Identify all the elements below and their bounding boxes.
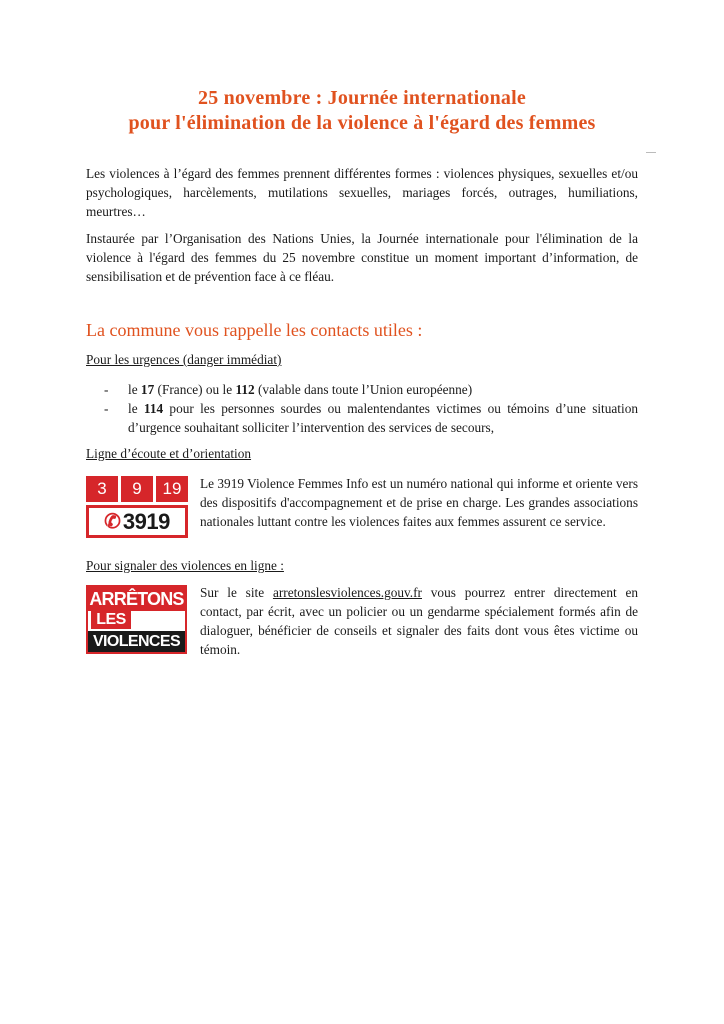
urgences-list xyxy=(100,380,638,437)
logo-line-1: ARRÊTONS xyxy=(89,589,184,609)
logo-line-2: LES xyxy=(91,611,131,629)
logo-cell: 19 xyxy=(156,476,188,502)
intro-paragraph-2: Instaurée par l’Organisation des Nations Unies, la Journée internationale pour l'élimination de la violence à l'égard des femmes du 25 novembre constitue un moment important d’information, de sensibilisation et de prévention face à ce fléau. xyxy=(86,231,638,284)
logo-3919-bottom xyxy=(86,505,188,538)
en-ligne-heading: Pour signaler des violences en ligne : xyxy=(86,558,284,573)
phone-icon: ✆ xyxy=(104,511,121,533)
item-text: pour les personnes sourdes ou malentendantes victimes ou témoins d’une situation d’urgence souhaitant solliciter l’intervention des services de secours, xyxy=(128,401,638,435)
site-link[interactable]: arretonslesviolences.gouv.fr xyxy=(272,585,422,600)
logo-number: 3919 xyxy=(122,508,170,534)
item-text: le xyxy=(128,401,144,416)
ecoute-text: Le 3919 Violence Femmes Info est un numéro national qui informe et oriente vers des dispositifs d'accompagnement et de prise en charge. Les grandes associations nationales luttant contre les violences faites aux femmes assurent ce service. xyxy=(200,476,638,529)
scan-mark xyxy=(646,152,656,153)
en-ligne-text xyxy=(200,583,638,659)
urgences-heading: Pour les urgences (danger immédiat) xyxy=(86,352,282,367)
logo-cell: 3 xyxy=(86,476,118,502)
item-text: le xyxy=(128,382,141,397)
logo-3919 xyxy=(86,476,188,538)
en-ligne-text-post: vous pourrez entrer directement en contact, par écrit, avec un policier ou un gendarme spécialement formés afin de dialoguer, bénéficier de conseils et signaler des faits dont vous êtes victime ou témoin. xyxy=(200,585,639,657)
intro-paragraph-1: Les violences à l’égard des femmes prennent différentes formes : violences physiques, sexuelles et/ou psychologiques, harcèlements, mutilations sexuelles, mariages forcés, outrages, humiliations, meurtres… xyxy=(86,166,638,219)
item-text: (valable dans toute l’Union européenne) xyxy=(254,382,473,397)
contacts-heading: La commune vous rappelle les contacts utiles : xyxy=(86,320,423,340)
logo-line-3: VIOLENCES xyxy=(88,631,185,652)
list-item xyxy=(100,399,638,437)
ecoute-heading: Ligne d’écoute et d’orientation xyxy=(86,446,252,461)
title-line-2: pour l'élimination de la violence à l'égard des femmes xyxy=(128,112,596,134)
item-text: (France) ou le xyxy=(154,382,236,397)
arretons-les-violences-logo xyxy=(86,585,187,654)
emergency-number: 112 xyxy=(235,382,255,397)
title-line-1: 25 novembre : Journée internationale xyxy=(198,87,526,109)
bullet-dash: - xyxy=(104,401,109,416)
logo-cell: 9 xyxy=(121,476,153,502)
page-title xyxy=(60,86,664,136)
emergency-number: 114 xyxy=(143,401,164,416)
bullet-dash: - xyxy=(104,382,109,397)
en-ligne-text-pre: Sur le site xyxy=(200,585,273,600)
logo-3919-top xyxy=(86,476,188,502)
emergency-number: 17 xyxy=(140,382,155,397)
list-item xyxy=(100,380,638,399)
